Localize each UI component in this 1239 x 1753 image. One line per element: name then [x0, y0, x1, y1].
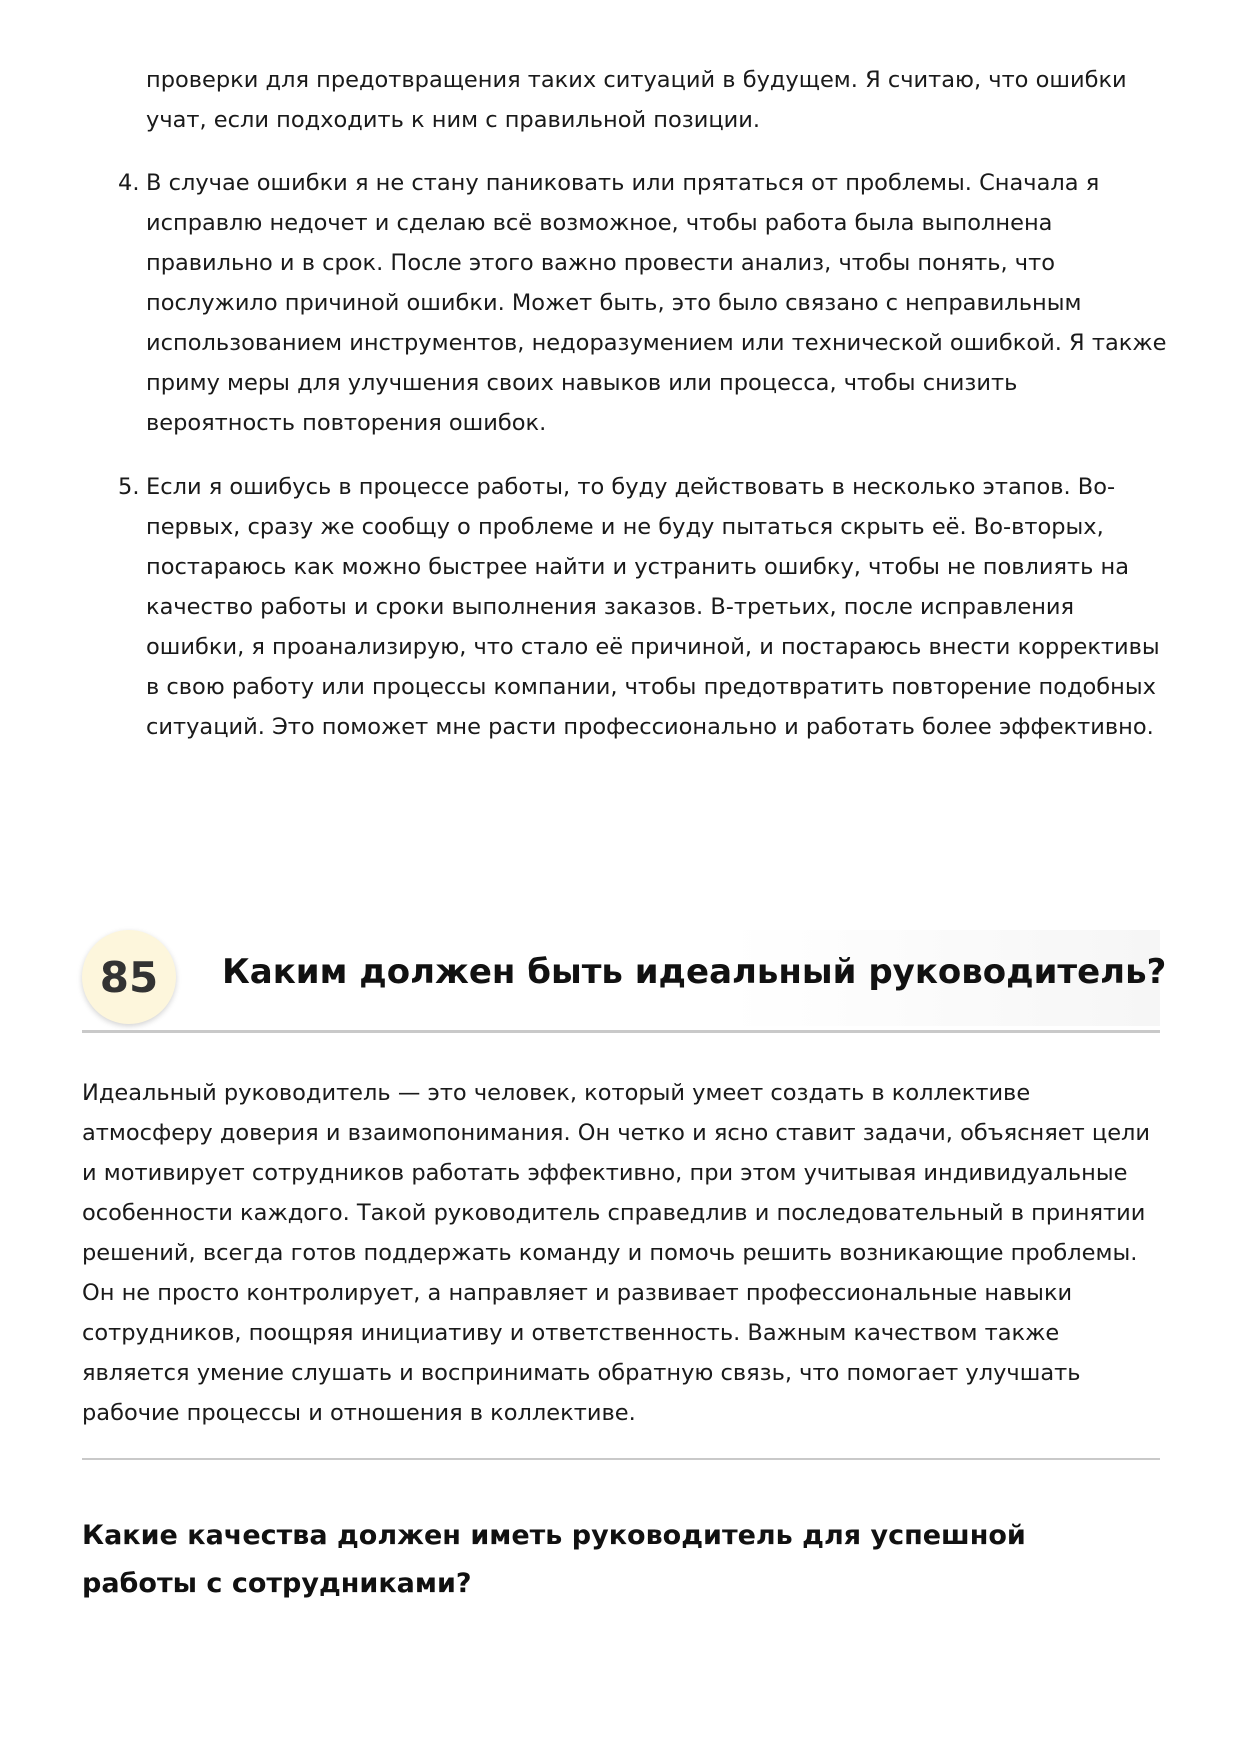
list-item-text: Если я ошибусь в процессе работы, то буду действовать в несколько этапов. Во-первых, сразу же сообщу о проблеме и не буду пытаться скрыть её. Во-вторых, постараюсь как можно быстрее найти и устранить ошибку, чтобы не повлиять на качество работы и сроки выполнения заказов. В-третьих, после исправления ошибки, я проанализирую, что стало её причиной, и постараюсь внести коррективы в свою работу или процессы компании, чтобы предотвратить повторение подобных ситуаций. Это поможет мне расти профессионально и работать более эффективно. — [146, 474, 1160, 740]
section-divider — [82, 1458, 1160, 1460]
list-item-number: 5. — [118, 474, 140, 500]
follow-up-question: Какие качества должен иметь руководитель для успешной работы с сотрудниками? — [82, 1520, 1026, 1599]
list-item-text: В случае ошибки я не стану паниковать или прятаться от проблемы. Сначала я исправлю недочет и сделаю всё возможное, чтобы работа была выполнена правильно и в срок. После этого важно провести анализ, чтобы понять, что послужило причиной ошибки. Может быть, это было связано с неправильным использованием инструментов, недоразумением или технической ошибкой. Я также приму меры для улучшения своих навыков или процесса, чтобы снизить вероятность повторения ошибок. — [146, 170, 1167, 436]
list-item — [96, 163, 1171, 443]
answer-continuation-text: проверки для предотвращения таких ситуаций в будущем. Я считаю, что ошибки учат, если подходить к ним с правильной позиции. — [146, 67, 1127, 133]
question-divider — [82, 1030, 1160, 1033]
question-answer-text: Идеальный руководитель — это человек, который умеет создать в коллективе атмосферу доверия и взаимопонимания. Он четко и ясно ставит задачи, объясняет цели и мотивирует сотрудников работать эффективно, при этом учитывая индивидуальные особенности каждого. Такой руководитель справедлив и последовательный в принятии решений, всегда готов поддержать команду и помочь решить возникающие проблемы. Он не просто контролирует, а направляет и развивает профессиональные навыки сотрудников, поощряя инициативу и ответственность. Важным качеством также является умение слушать и воспринимать обратную связь, что помогает улучшать рабочие процессы и отношения в коллективе. — [82, 1080, 1151, 1426]
question-number-badge: 85 — [82, 930, 176, 1024]
list-item — [96, 467, 1171, 747]
question-header — [82, 930, 1167, 1030]
question-title: Каким должен быть идеальный руководитель? — [222, 952, 1167, 992]
answer-list — [96, 163, 1171, 771]
list-item-number: 4. — [118, 170, 140, 196]
